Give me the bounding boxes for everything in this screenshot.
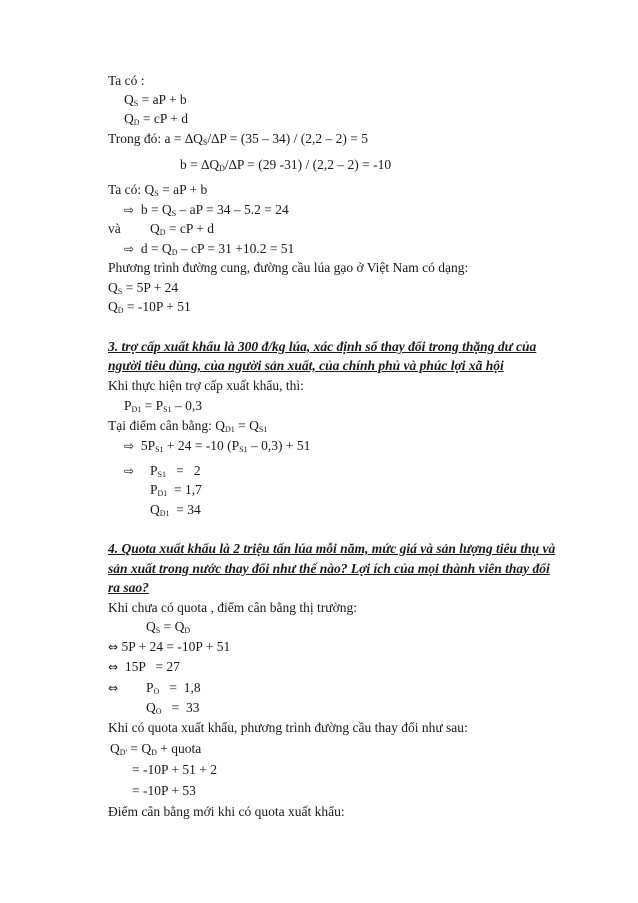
equation-line: $P_{S1} = 2$ — [150, 463, 201, 479]
equation-line: $Q_{D1} = 34$ — [150, 502, 201, 518]
section-heading-4: ra sao? — [108, 580, 149, 595]
section-heading-3: người tiêu dùng, của người sản xuất, của chính phủ và phúc lợi xã hội — [108, 358, 504, 373]
text-line: Khi chưa có quota , điểm cân bằng thị trường: — [108, 600, 357, 615]
text-line: Tại điểm cân bằng: $Q_{D1} = Q_{S1}$ — [108, 418, 268, 434]
section-heading-3: 3. trợ cấp xuất khẩu là 300 đ/kg lúa, xác định số thay đổi trong thặng dư của — [108, 339, 537, 354]
section-heading-4: sản xuất trong nước thay đổi như thế nào? Lợi ích của mọi thành viên thay đổi — [108, 561, 550, 576]
equation-line: $Q_O = 33$ — [146, 700, 200, 716]
equation-line: ⇔ 5P + 24 = -10P + 51 — [108, 639, 231, 654]
equation-qs: $Q_S$ = aP + b — [124, 92, 187, 108]
equation-line: $Q_D$ = cP + d — [150, 221, 215, 237]
equation-line: = -10P + 51 + 2 — [132, 762, 217, 777]
equation-demand: $Q_D = -10P + 51$ — [108, 299, 191, 315]
equation-a: Trong đó: $a = \Delta Q_S/\Delta P = (35 - 34) / (2,2 - 2) = 5$ — [108, 131, 368, 147]
text-line: Điểm cân bằng mới khi có quota xuất khẩu: — [108, 804, 345, 819]
equation-line: $P_{D1} = P_{S1} - 0,3$ — [124, 398, 202, 414]
equation-line: $P_{D1} = 1,7$ — [150, 482, 202, 498]
equation-qd: $Q_D$ = cP + d — [124, 111, 189, 127]
equation-b: $b = \Delta Q_D/\Delta P = (29$ -31) / (2,2 – 2) = -10 — [180, 157, 392, 173]
text-line: Khi thực hiện trợ cấp xuất khẩu, thì: — [108, 378, 304, 393]
text-line: Phương trình đường cung, đường cầu lúa gạo ở Việt Nam có dạng: — [108, 260, 469, 275]
equation-line: ⇨ $5P_{S1} + 24 = -10$ $(P_{S1} - 0,3) + 51$ — [124, 438, 311, 454]
equation-line: ⇨ $d = Q_D$ – cP = 31 +10.2 = 51 — [124, 241, 295, 257]
arrow-icon: ⇨ — [124, 464, 135, 478]
equation-line: $Q_S = Q_D$ — [146, 619, 191, 635]
equation-line: $Q_{D'} = Q_D$ + quota — [110, 741, 202, 757]
arrow-icon: ⇔ — [108, 681, 119, 695]
equation-line: ⇨ $b = Q_S$ – aP = 34 – 5.2 = 24 — [124, 202, 289, 218]
equation-line: ⇔ 15P = 27 — [108, 659, 180, 674]
text-line: Khi có quota xuất khẩu, phương trình đường cầu thay đổi như sau: — [108, 720, 468, 735]
section-heading-4: 4. Quota xuất khẩu là 2 triệu tấn lúa mỗi năm, mức giá và sản lượng tiêu thụ và — [108, 541, 556, 556]
equation-supply: $Q_S = 5P + 24$ — [108, 280, 179, 296]
equation-line: $P_O = 1,8$ — [146, 680, 201, 696]
text-line: Ta có : — [108, 73, 145, 88]
equation-line: = -10P + 53 — [132, 783, 196, 798]
text-line: và — [108, 221, 121, 236]
text-line: Ta có: $Q_S$ = aP + b — [108, 182, 208, 198]
